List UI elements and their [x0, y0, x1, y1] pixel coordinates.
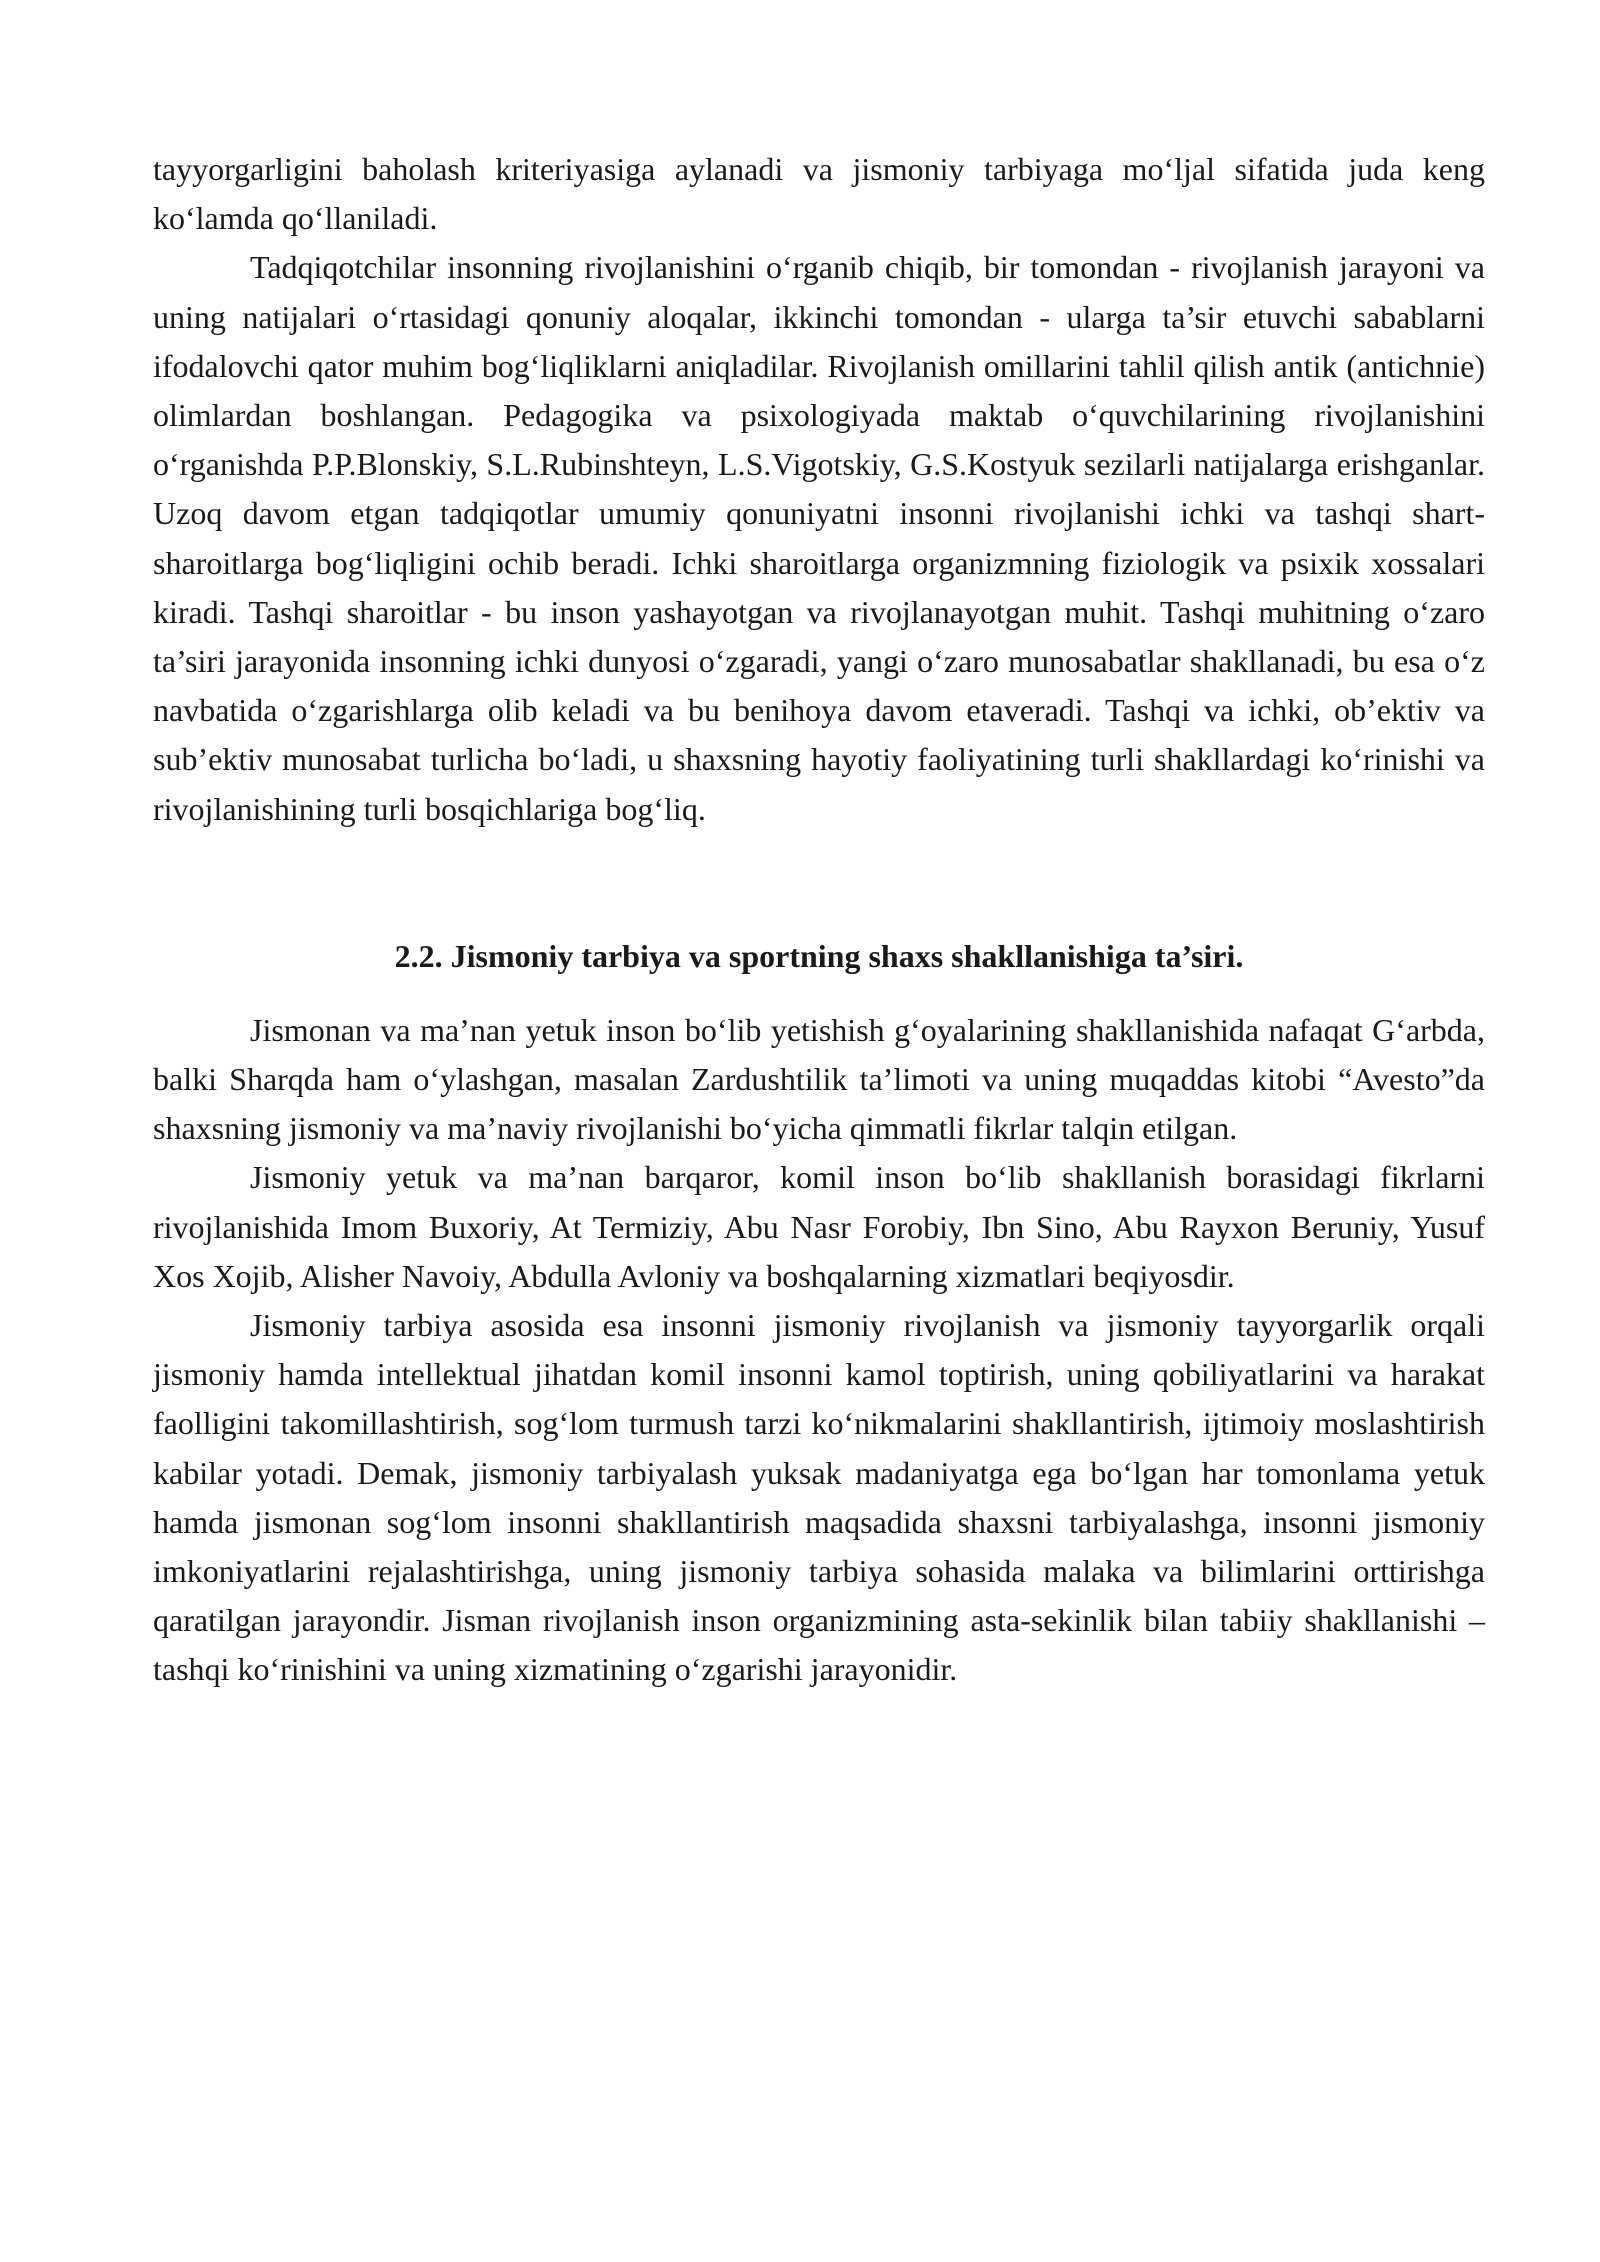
body-text-section	[153, 1006, 1485, 1695]
paragraph-physical-education: Jismoniy tarbiya asosida esa insonni jismoniy rivojlanish va jismoniy tayyorgarlik orqali jismoniy hamda intellektual jihatdan komil insonni kamol toptirish, uning qobiliyatlarini va harakat faolligini takomillashtirish, sog‘lom turmush tarzi ko‘nikmalarini shakllantirish, ijtimoiy moslashtirish kabilar yotadi. Demak, jismoniy tarbiyalash yuksak madaniyatga ega bo‘lgan har tomonlama yetuk hamda jismonan sog‘lom insonni shakllantirish maqsadida shaxsni tarbiyalashga, insonni jismoniy imkoniyatlarini rejalashtirishga, uning jismoniy tarbiya sohasida malaka va bilimlarini orttirishga qaratilgan jarayondir. Jisman rivojlanish inson organizmining asta-sekinlik bilan tabiiy shakllanishi – tashqi ko‘rinishini va uning xizmatining o‘zgarishi jarayonidir.	[153, 1307, 1485, 1688]
paragraph-researchers: Tadqiqotchilar insonning rivojlanishini o‘rganib chiqib, bir tomondan - rivojlanish jarayoni va uning natijalari o‘rtasidagi qonuniy aloqalar, ikkinchi tomondan - ularga ta’sir etuvchi sabablarni ifodalovchi qator muhim bog‘liqliklarni aniqladilar. Rivojlanish omillarini tahlil qilish antik (antichnie) olimlardan boshlangan. Pedagogika va psixologiyada maktab o‘quvchilarining rivojlanishini o‘rganishda P.P.Blonskiy, S.L.Rubinshteyn, L.S.Vigotskiy, G.S.Kostyuk sezilarli natijalarga erishganlar. Uzoq davom etgan tadqiqotlar umumiy qonuniyatni insonni rivojlanishi ichki va tashqi shart-sharoitlarga bog‘liqligini ochib beradi. Ichki sharoitlarga organizmning fiziologik va psixik xossalari kiradi. Tashqi sharoitlar - bu inson yashayotgan va rivojlanayotgan muhit. Tashqi muhitning o‘zaro ta’siri jarayonida insonning ichki dunyosi o‘zgaradi, yangi o‘zaro munosabatlar shakllanadi, bu esa o‘z navbatida o‘zgarishlarga olib keladi va bu benihoya davom etaveradi. Tashqi va ichki, ob’ektiv va sub’ektiv munosabat turlicha bo‘ladi, u shaxsning hayotiy faoliyatining turli shakllardagi ko‘rinishi va rivojlanishining turli bosqichlariga bog‘liq.	[153, 249, 1485, 827]
paragraph-continuation: tayyorgarligini baholash kriteriyasiga aylanadi va jismoniy tarbiyaga mo‘ljal sifatida juda keng ko‘lamda qo‘llaniladi.	[153, 151, 1485, 237]
paragraph-scholars: Jismoniy yetuk va ma’nan barqaror, komil inson bo‘lib shakllanish borasidagi fikrlarni rivojlanishida Imom Buxoriy, At Termiziy, Abu Nasr Forobiy, Ibn Sino, Abu Rayxon Beruniy, Yusuf Xos Xojib, Alisher Navoiy, Abdulla Avloniy va boshqalarning xizmatlari beqiyosdir.	[153, 1159, 1485, 1294]
section-heading: 2.2. Jismoniy tarbiya va sportning shaxs shakllanishiga ta’siri.	[394, 937, 1244, 974]
document-page	[153, 145, 1485, 1695]
paragraph-avesto: Jismonan va ma’nan yetuk inson bo‘lib yetishish g‘oyalarining shakllanishida nafaqat G‘arbda, balki Sharqda ham o‘ylashgan, masalan Zardushtilik ta’limoti va uning muqaddas kitobi “Avesto”da shaxsning jismoniy va ma’naviy rivojlanishi bo‘yicha qimmatli fikrlar talqin etilgan.	[153, 1011, 1485, 1147]
body-text-top	[153, 145, 1485, 834]
